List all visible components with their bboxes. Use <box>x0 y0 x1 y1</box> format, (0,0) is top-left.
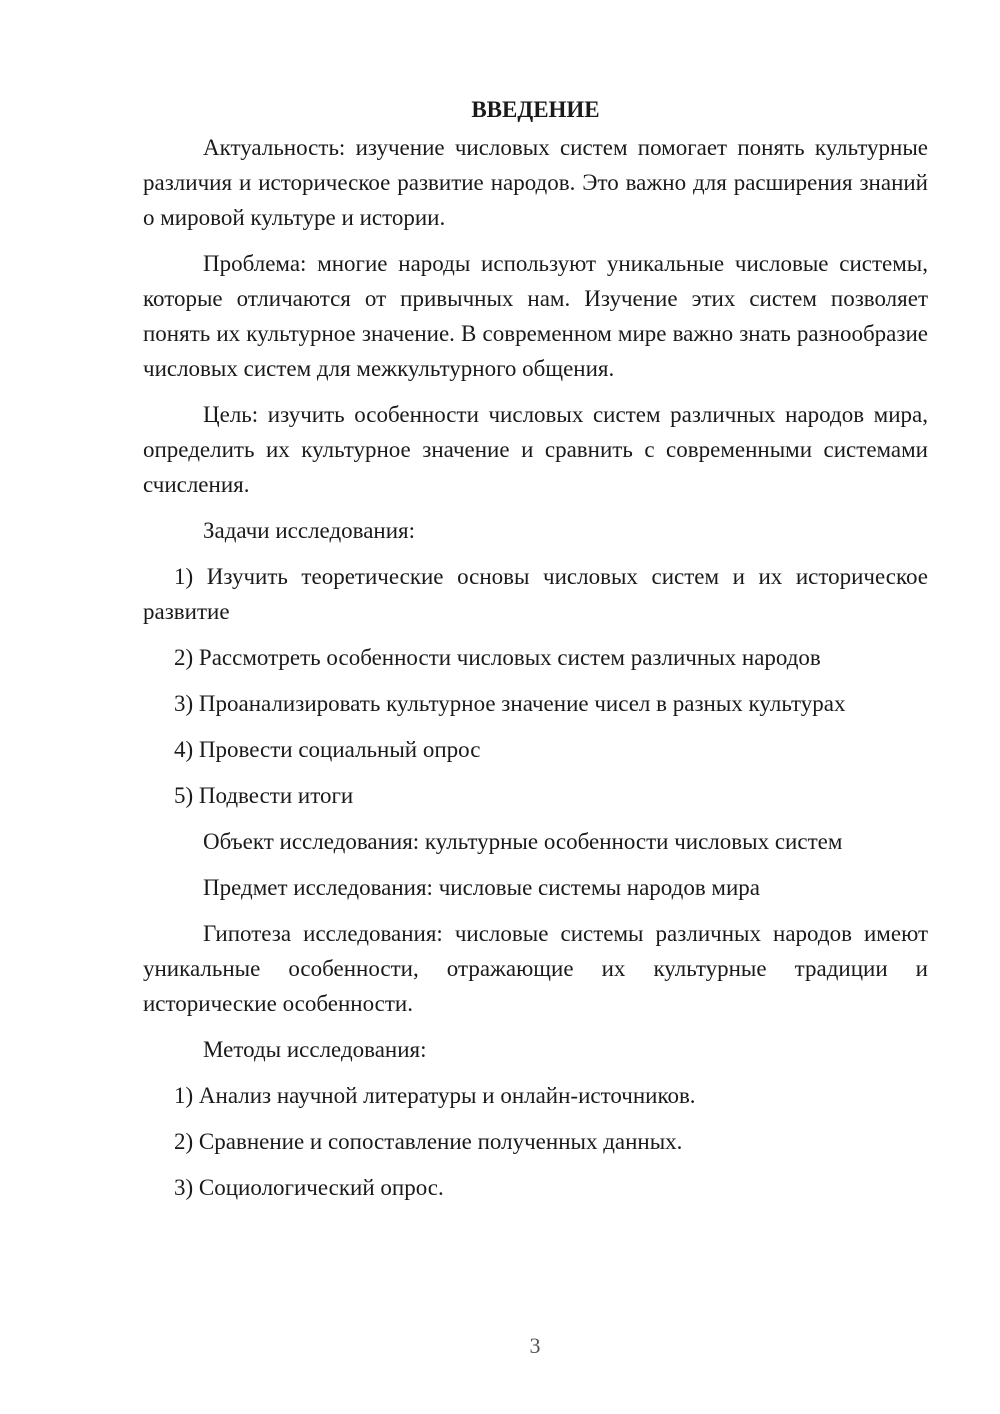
method-item: 1) Анализ научной литературы и онлайн-источников. <box>174 1083 696 1108</box>
research-object: Объект исследования: культурные особенности числовых систем <box>203 829 843 854</box>
hypothesis-paragraph: Гипотеза исследования: числовые системы различных народов имеют уникальные особенности, отражающие их культурные традиции и исторические особенности. <box>143 921 928 1016</box>
research-subject: Предмет исследования: числовые системы народов мира <box>203 875 761 900</box>
goal-paragraph: Цель: изучить особенности числовых систем различных народов мира, определить их культурное значение и сравнить с современными системами счисления. <box>143 402 928 497</box>
task-item: 2) Рассмотреть особенности числовых систем различных народов <box>174 645 821 670</box>
page-number: 3 <box>529 1333 541 1358</box>
relevance-paragraph: Актуальность: изучение числовых систем помогает понять культурные различия и историческое развитие народов. Это важно для расширения знаний о мировой культуре и истории. <box>143 135 928 230</box>
problem-paragraph: Проблема: многие народы используют уникальные числовые системы, которые отличаются от привычных нам. Изучение этих систем позволяет понять их культурное значение. В современном мире важно знать разнообразие числовых систем для межкультурного общения. <box>143 251 928 381</box>
methods-title: Методы исследования: <box>203 1037 427 1062</box>
task-item: 4) Провести социальный опрос <box>174 737 481 762</box>
task-item: 5) Подвести итоги <box>174 783 354 808</box>
document-page <box>143 92 928 1216</box>
section-heading: ВВЕДЕНИЕ <box>471 97 600 122</box>
task-item: 1) Изучить теоретические основы числовых систем и их историческое развитие <box>143 564 928 624</box>
method-item: 3) Социологический опрос. <box>174 1175 444 1200</box>
task-item: 3) Проанализировать культурное значение чисел в разных культурах <box>174 691 846 716</box>
tasks-title: Задачи исследования: <box>203 518 416 543</box>
method-item: 2) Сравнение и сопоставление полученных данных. <box>174 1129 683 1154</box>
